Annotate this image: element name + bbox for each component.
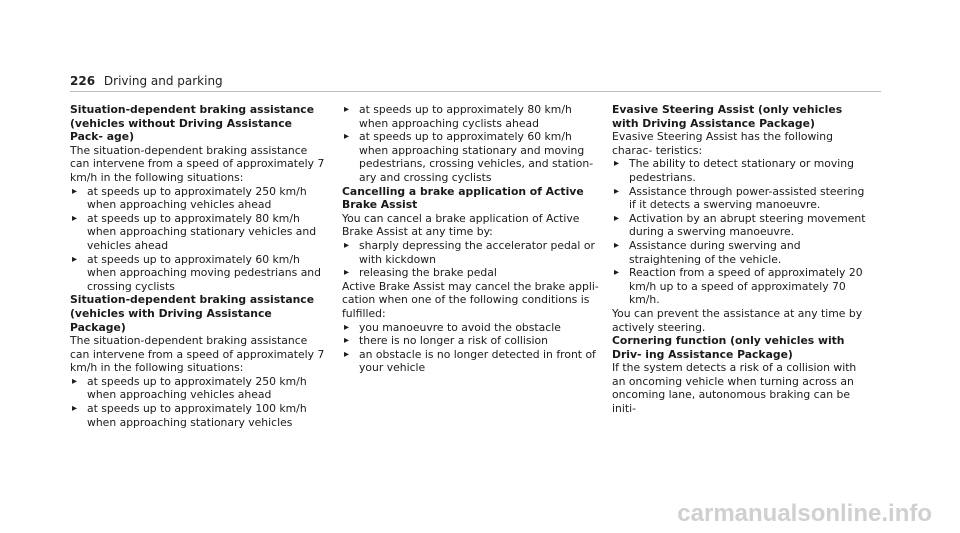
page-header — [70, 74, 223, 88]
heading-cornering: Cornering function (only vehicles with Driv- ing Assistance Package) — [612, 334, 845, 361]
column-2 — [342, 103, 600, 375]
list-item: ▸ Reaction from a speed of approximately 20 km/h up to a speed of approximately 70 km/h. — [612, 266, 870, 307]
heading-braking-with-package: Situation-dependent braking assistance (vehicles with Driving Assistance Package) — [70, 293, 315, 334]
paragraph-cancel: You can cancel a brake application of Active Brake Assist at any time by: — [342, 211, 580, 239]
paragraph-cornering: If the system detects a risk of a collision with an oncoming vehicle when turning across an oncoming lane, autonomous braking can be initi- — [612, 361, 857, 416]
list-item: ▸ there is no longer a risk of collision — [342, 334, 600, 348]
list-item: ▸ an obstacle is no longer detected in front of your vehicle — [342, 348, 600, 375]
paragraph-prevent: You can prevent the assistance at any time by actively steering. — [612, 306, 863, 334]
heading-cancel-brake: Cancelling a brake application of Active Brake Assist — [342, 184, 584, 212]
heading-evasive-steering: Evasive Steering Assist (only vehicles with Driving Assistance Package) — [612, 103, 843, 130]
header-divider — [70, 91, 881, 92]
conditions-list — [342, 321, 600, 375]
heading-braking-without-package: Situation-dependent braking assistance (vehicles without Driving Assistance Pack- age) — [70, 103, 315, 144]
characteristics-list — [612, 157, 870, 307]
speed-list-3 — [342, 103, 600, 185]
speed-list-2 — [70, 375, 328, 429]
column-3 — [612, 103, 870, 416]
list-item: ▸ at speeds up to approximately 80 km/h when approaching cyclists ahead — [342, 103, 600, 130]
list-item: ▸ at speeds up to approximately 250 km/h when approaching vehicles ahead — [70, 185, 328, 212]
list-item: ▸ at speeds up to approximately 100 km/h when approaching stationary vehicles — [70, 402, 328, 429]
list-item: ▸ sharply depressing the accelerator pedal or with kickdown — [342, 239, 600, 266]
list-item: ▸ at speeds up to approximately 60 km/h when approaching stationary and moving pedestrians, crossing vehicles, and station- ary and crossing cyclists — [342, 130, 600, 184]
speed-list-1 — [70, 185, 328, 294]
list-item: ▸ at speeds up to approximately 250 km/h when approaching vehicles ahead — [70, 375, 328, 402]
section-title: Driving and parking — [103, 74, 223, 88]
cancel-list — [342, 239, 600, 280]
list-item: ▸ Assistance during swerving and straightening of the vehicle. — [612, 239, 870, 266]
watermark: carmanualsonline.info — [677, 500, 932, 527]
paragraph-cancel-conditions: Active Brake Assist may cancel the brake appli- cation when one of the following conditions is fulfilled: — [342, 279, 599, 320]
page-number: 226 — [70, 74, 96, 88]
list-item: ▸ at speeds up to approximately 60 km/h when approaching moving pedestrians and crossing cyclists — [70, 253, 328, 294]
list-item: ▸ Assistance through power-assisted steering if it detects a swerving manoeuvre. — [612, 185, 870, 212]
column-1 — [70, 103, 328, 429]
list-item: ▸ Activation by an abrupt steering movement during a swerving manoeuvre. — [612, 212, 870, 239]
paragraph-intervene-1: The situation-dependent braking assistance can intervene from a speed of approximately 7 km/h in the following situations: — [70, 143, 325, 184]
list-item: ▸ you manoeuvre to avoid the obstacle — [342, 321, 600, 335]
list-item: ▸ at speeds up to approximately 80 km/h when approaching stationary vehicles and vehicles ahead — [70, 212, 328, 253]
paragraph-intervene-2: The situation-dependent braking assistance can intervene from a speed of approximately 7 km/h in the following situations: — [70, 334, 325, 375]
paragraph-evasive-intro: Evasive Steering Assist has the following charac- teristics: — [612, 130, 833, 157]
list-item: ▸ The ability to detect stationary or moving pedestrians. — [612, 157, 870, 184]
list-item: ▸ releasing the brake pedal — [342, 266, 600, 280]
